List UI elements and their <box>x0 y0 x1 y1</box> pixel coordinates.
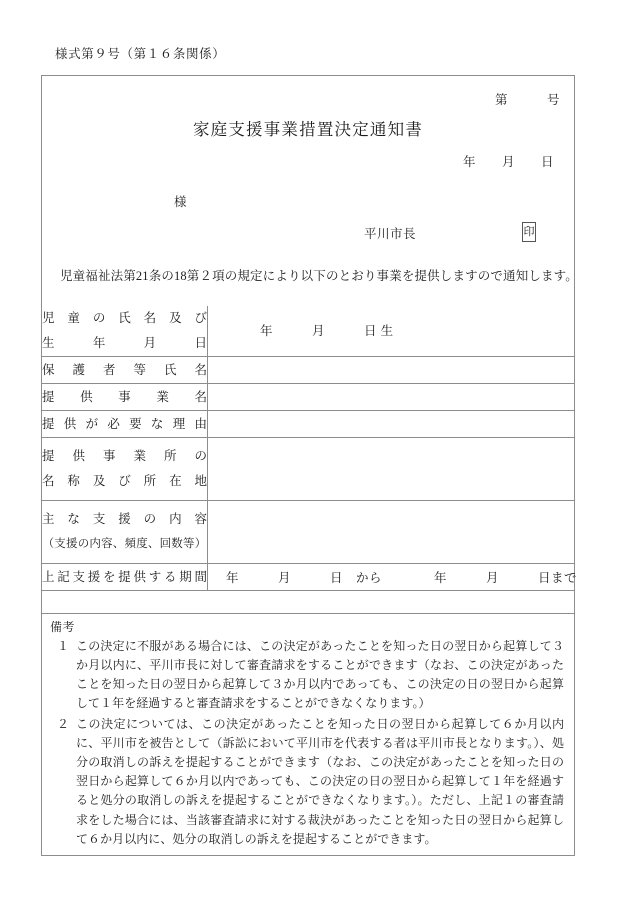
label-line: 児童の氏名及び <box>42 311 207 325</box>
seal-stamp-box: 印 <box>522 222 536 242</box>
form-number-label: 様式第９号（第１６条関係） <box>55 47 226 61</box>
remark-number: ２ <box>56 716 69 731</box>
document-title: 家庭支援事業措置決定通知書 <box>192 120 424 139</box>
document-frame <box>41 75 578 856</box>
row-label-support-content <box>42 501 208 564</box>
issuer-name: 平川市長 <box>364 227 417 241</box>
remarks-section <box>42 613 574 855</box>
table-row <box>42 357 575 384</box>
row-label-child-name-birthdate <box>42 306 208 357</box>
remark-item <box>50 715 564 849</box>
label-line: 主な支援の内容 <box>42 512 207 526</box>
label-line: 上記支援を提供する期間 <box>42 569 207 584</box>
decision-details-table <box>42 306 578 591</box>
label-line: 提供事業名 <box>42 389 207 404</box>
document-date-field: 年 月 日 <box>462 155 554 169</box>
letterhead-section <box>42 76 578 306</box>
table-row <box>42 438 575 501</box>
table-row <box>42 306 575 357</box>
remarks-heading: 備考 <box>50 619 75 634</box>
legal-basis-statement: 児童福祉法第21条の18第２項の規定により以下のとおり事業を提供しますので通知します。 <box>60 269 578 283</box>
row-value-child-name-birthdate[interactable] <box>208 306 576 357</box>
row-value-guardian-name[interactable] <box>208 357 576 384</box>
row-value-facility-name-address[interactable] <box>208 438 576 501</box>
row-value-service-name[interactable] <box>208 384 576 411</box>
remark-text: この決定に不服がある場合には、この決定があったことを知った日の翌日から起算して３か月以内に、平川市長に対して審査請求をすることができます（なお、この決定があったことを知った日の翌日から起算して３か月以内であっても、この決定の日の翌日から起算して１年を経過すると審査請求をすることができなくなります。） <box>76 638 564 711</box>
table-row <box>42 411 575 438</box>
period-placeholder: 年 月 日 から 年 月 日まで <box>226 571 578 585</box>
document-number-field: 第 号 <box>494 93 560 107</box>
table-row <box>42 501 575 564</box>
row-label-reason <box>42 411 208 438</box>
row-value-support-period[interactable] <box>208 564 576 591</box>
table-row <box>42 564 575 591</box>
label-line: 生 年 月 日 <box>42 336 207 350</box>
issuer-row <box>42 222 574 248</box>
label-line: 名称及び所在地 <box>42 474 207 488</box>
label-line: （支援の内容、頻度、回数等） <box>42 538 207 550</box>
table-row <box>42 384 575 411</box>
addressee-field: 様 <box>174 195 188 209</box>
row-value-support-content[interactable] <box>208 501 576 564</box>
row-label-service-name <box>42 384 208 411</box>
remark-number: １ <box>56 638 69 653</box>
remark-item <box>50 637 564 714</box>
row-label-support-period <box>42 564 208 591</box>
birthdate-placeholder: 年 月 日 生 <box>260 324 394 338</box>
row-value-reason[interactable] <box>208 411 576 438</box>
label-line: 提供事業所の <box>42 449 207 463</box>
label-line: 提供が必要な理由 <box>42 416 207 431</box>
label-line: 保護者等氏名 <box>42 362 207 377</box>
row-label-facility-name-address <box>42 438 208 501</box>
remark-text: この決定については、この決定があったことを知った日の翌日から起算して６か月以内に、平川市を被告として（訴訟において平川市を代表する者は平川市長となります。）、処分の取消しの訴えを提起することができます（なお、この決定があったことを知った日の翌日から起算して６か月以内であっても、この決定の日の翌日から起算して１年を経過すると処分の取消しの訴えを提起することができなくなります。）。ただし、上記１の審査請求をした場合には、当該審査請求に対する裁決があったことを知った日の翌日から起算して６か月以内に、処分の取消しの訴えを提起することができます。 <box>76 716 564 846</box>
row-label-guardian-name <box>42 357 208 384</box>
